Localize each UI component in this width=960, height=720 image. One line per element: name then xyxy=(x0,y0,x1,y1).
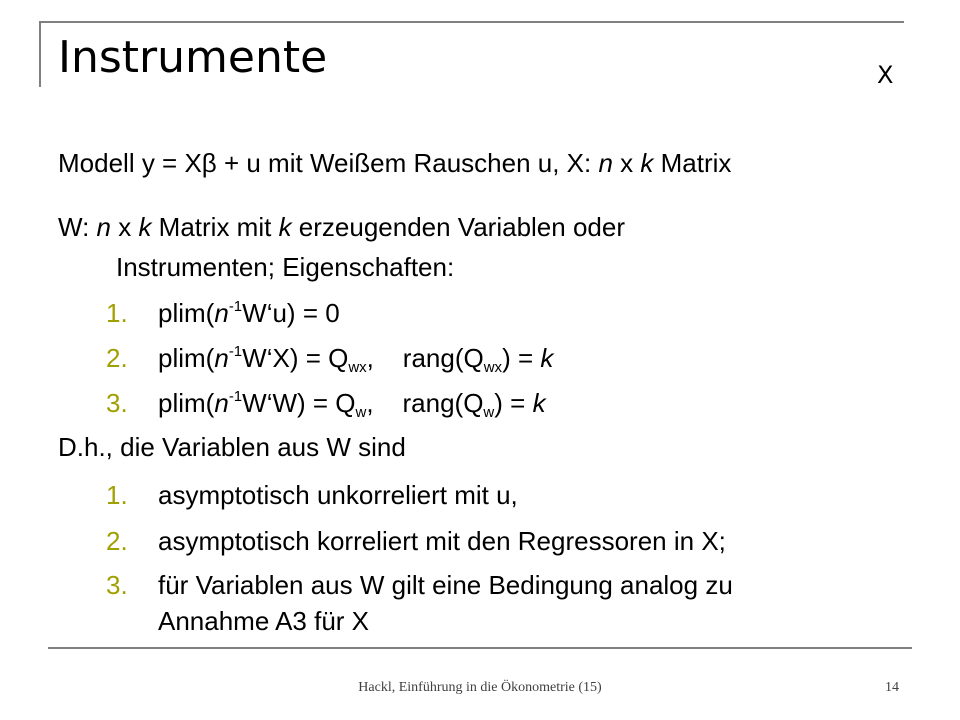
model-matrix: Matrix xyxy=(653,148,732,178)
expr-text: W‘X) = Q xyxy=(242,343,349,373)
exponent: -1 xyxy=(228,388,243,405)
exponent: -1 xyxy=(228,343,243,360)
footer-text: Hackl, Einführung in die Ökonometrie (15) xyxy=(358,680,602,695)
w-k: k xyxy=(138,212,152,242)
equals-text: ) = xyxy=(502,343,541,373)
k-var: k xyxy=(540,343,554,373)
item-number-1: 1. xyxy=(106,480,128,510)
property-number-1: 1. xyxy=(106,298,128,328)
item-3-line2: Annahme A3 für X xyxy=(158,606,370,636)
k-var: k xyxy=(532,388,546,418)
n-var: n xyxy=(214,343,229,373)
equals-text: ) = xyxy=(494,388,533,418)
subscript: w xyxy=(483,404,495,421)
n-var: n xyxy=(214,388,229,418)
plim-text: plim( xyxy=(158,298,215,328)
item-number-2: 2. xyxy=(106,526,128,556)
exponent: -1 xyxy=(228,298,243,315)
top-rule xyxy=(40,21,904,23)
model-line xyxy=(58,148,731,178)
w-n: n xyxy=(96,212,111,242)
subscript: w xyxy=(355,404,367,421)
plim-text: plim( xyxy=(158,343,215,373)
model-n: n xyxy=(598,148,613,178)
subscript: wx xyxy=(483,359,503,376)
w-definition-line2: Instrumenten; Eigenschaften: xyxy=(116,252,455,282)
w-matrix-mit: Matrix mit xyxy=(151,212,279,242)
item-number-3: 3. xyxy=(106,570,128,600)
left-rule xyxy=(39,21,41,87)
w-label: W: xyxy=(58,212,97,242)
item-2: asymptotisch korreliert mit den Regressoren in X; xyxy=(158,526,726,556)
slide-title: Instrumente xyxy=(58,32,328,83)
dh-line: D.h., die Variablen aus W sind xyxy=(58,432,406,462)
w-variables: erzeugenden Variablen oder xyxy=(291,212,625,242)
expr-text: W‘W) = Q xyxy=(242,388,356,418)
expr-text: W‘u) = 0 xyxy=(242,298,340,328)
rang-text: , rang(Q xyxy=(366,388,484,418)
w-definition-line xyxy=(58,212,625,242)
bottom-rule xyxy=(48,647,912,649)
model-k: k xyxy=(640,148,654,178)
plim-text: plim( xyxy=(158,388,215,418)
property-1 xyxy=(158,298,340,328)
property-number-3: 3. xyxy=(106,388,128,418)
model-x: x xyxy=(612,148,641,178)
n-var: n xyxy=(214,298,229,328)
w-k2: k xyxy=(278,212,292,242)
subscript: wx xyxy=(348,359,367,376)
item-1: asymptotisch unkorreliert mit u, xyxy=(158,480,518,510)
rang-text: , rang(Q xyxy=(366,343,484,373)
w-x: x xyxy=(111,212,139,242)
model-text: Modell y = Xβ + u mit Weißem Rauschen u, X: xyxy=(58,148,599,178)
title-mark: X xyxy=(877,61,894,89)
item-3: für Variablen aus W gilt eine Bedingung analog zu xyxy=(158,570,733,600)
property-number-2: 2. xyxy=(106,343,128,373)
property-2 xyxy=(158,343,554,376)
property-3 xyxy=(158,388,546,421)
page-number: 14 xyxy=(885,680,899,695)
